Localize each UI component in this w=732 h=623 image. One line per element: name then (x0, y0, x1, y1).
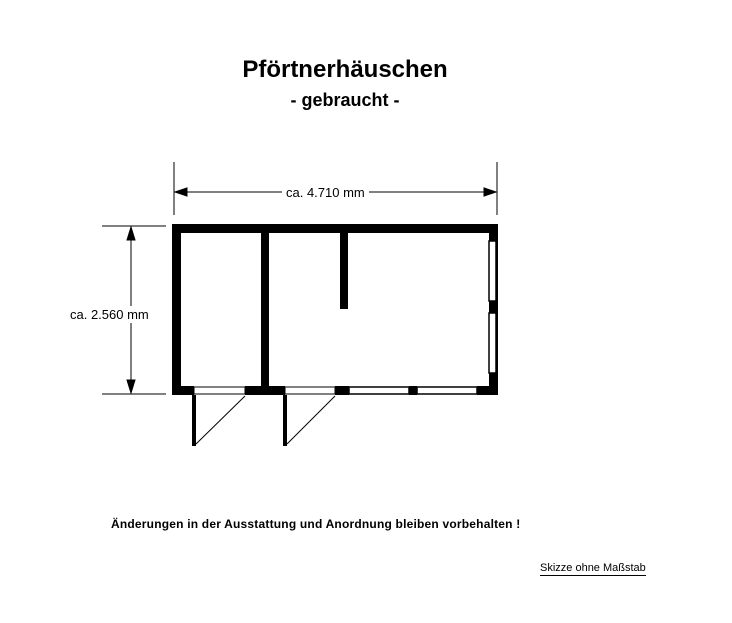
scale-caption: Skizze ohne Maßstab (540, 562, 646, 574)
page-title: Pförtnerhäuschen (242, 56, 448, 83)
door-left (194, 395, 245, 446)
page-subtitle: - gebraucht - (290, 90, 400, 110)
interior-walls (261, 233, 348, 386)
height-dimension-label: ca. 2.560 mm (70, 307, 149, 322)
door-middle (285, 395, 335, 446)
width-dimension-label: ca. 4.710 mm (282, 185, 369, 200)
outer-walls (172, 224, 498, 395)
disclaimer-notice: Änderungen in der Ausstattung und Anordnung bleiben vorbehalten ! (111, 517, 521, 531)
